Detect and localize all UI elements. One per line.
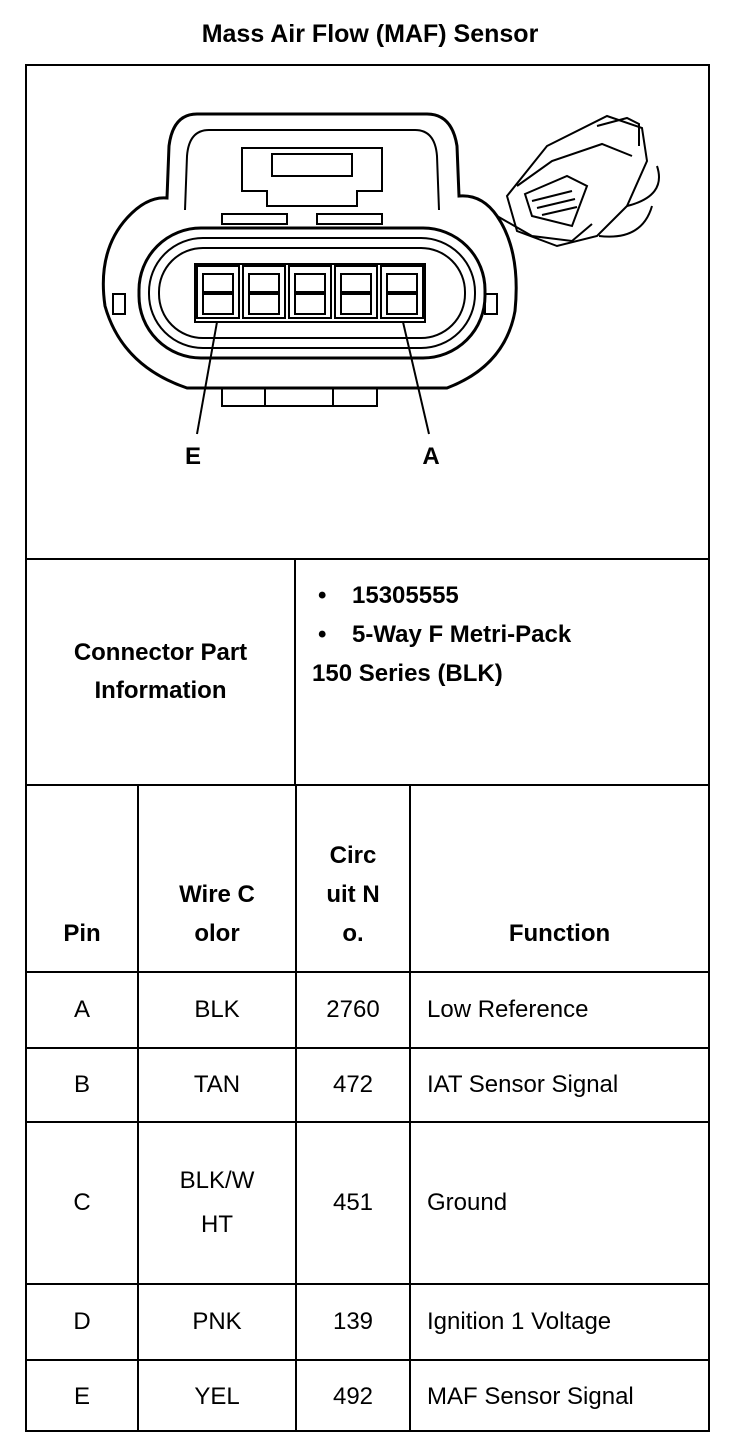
function-cell: Ignition 1 Voltage [410,1284,708,1360]
connector-part-info-label: Connector Part Information [27,560,296,784]
connector-sheet [25,64,710,1432]
circuit-cell: 492 [296,1360,410,1432]
function-cell: IAT Sensor Signal [410,1048,708,1122]
header-wire-color: Wire Color [138,786,296,972]
pin-cell: D [27,1284,138,1360]
pin-table [27,786,708,1432]
connector-description: • 5-Way F Metri-Pack [312,615,692,654]
document-title: Mass Air Flow (MAF) Sensor [201,20,539,48]
circuit-cell: 2760 [296,972,410,1048]
wire-color-cell: PNK [138,1284,296,1360]
part-number: • 15305555 [312,576,692,615]
function-cell: Low Reference [410,972,708,1048]
connector-diagram [27,66,708,560]
wire-color-cell: YEL [138,1360,296,1432]
connector-part-info-row [27,560,708,786]
connector-series: 150 Series (BLK) [312,660,503,687]
pin-a-callout: A [422,443,440,470]
function-cell: Ground [410,1122,708,1284]
circuit-cell: 139 [296,1284,410,1360]
pin-cell: E [27,1360,138,1432]
table-row [27,1360,708,1432]
table-row [27,1048,708,1122]
pin-e-callout: E [184,443,202,470]
header-circuit-no: Circuit No. [296,786,410,972]
header-pin: Pin [27,786,138,972]
table-row [27,972,708,1048]
pin-cell: C [27,1122,138,1284]
pin-cell: B [27,1048,138,1122]
wire-color-cell: BLK [138,972,296,1048]
table-row [27,1122,708,1284]
pin-cell: A [27,972,138,1048]
connector-face-drawing [27,66,708,560]
function-cell: MAF Sensor Signal [410,1360,708,1432]
connector-part-info-details [312,576,692,693]
circuit-cell: 472 [296,1048,410,1122]
wire-color-cell: BLK/WHT [138,1122,296,1284]
circuit-cell: 451 [296,1122,410,1284]
pin-table-header [27,786,708,972]
table-row [27,1284,708,1360]
wire-color-cell: TAN [138,1048,296,1122]
header-function: Function [410,786,708,972]
